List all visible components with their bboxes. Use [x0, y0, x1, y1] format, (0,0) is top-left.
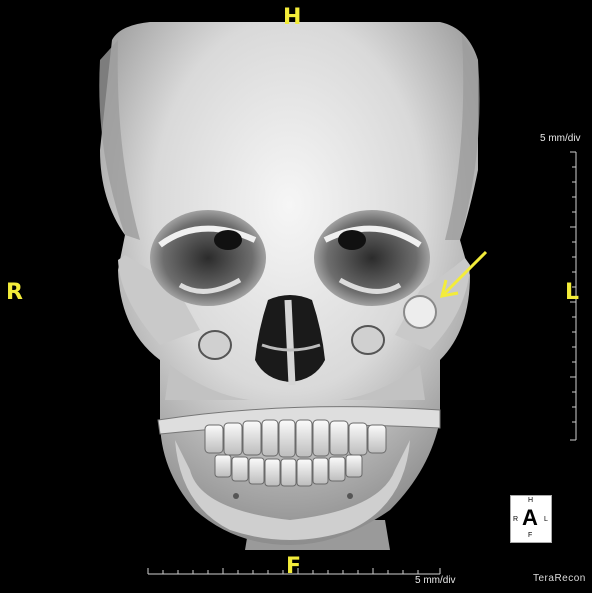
upper-teeth [205, 420, 386, 457]
cube-left-label: L [544, 516, 548, 523]
orientation-left-label: L [565, 280, 580, 305]
vertical-scale-label: 5 mm/div [540, 133, 581, 144]
orientation-foot-label: F [286, 554, 302, 579]
lower-teeth [215, 455, 362, 486]
orientation-right-label: R [6, 280, 23, 305]
cube-top-label: H [528, 497, 534, 504]
zygoma-lesion [404, 296, 436, 328]
orientation-head-label: H [283, 5, 302, 30]
horizontal-scale-label: 5 mm/div [415, 575, 456, 586]
cube-bottom-label: F [528, 532, 533, 539]
vendor-logo-text: TeraRecon [533, 573, 586, 584]
orientation-cube[interactable] [510, 495, 552, 543]
cube-right-label: R [513, 516, 519, 523]
cube-anterior-label: A [522, 505, 538, 530]
